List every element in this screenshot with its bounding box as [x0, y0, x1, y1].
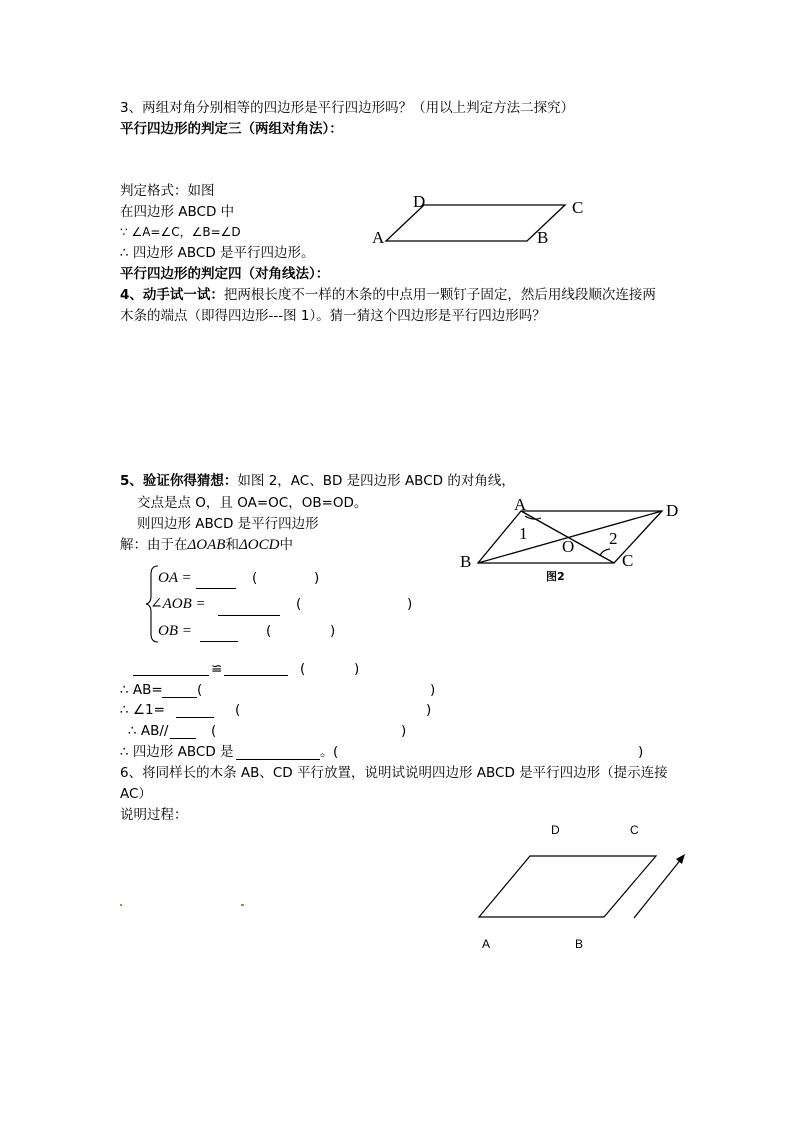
- q3-heading: 平行四边形的判定三（两组对角法）：: [120, 121, 343, 137]
- angle1-label: ∴ ∠1=: [120, 702, 165, 718]
- abpar-paren-close: ): [401, 723, 407, 739]
- congruent-blank-left[interactable]: [133, 661, 209, 676]
- fig2-label-o: O: [562, 537, 575, 556]
- fig3-arrow-icon: [634, 854, 685, 918]
- fig2-caption: 图2: [546, 570, 565, 583]
- fig1-label-c: C: [572, 198, 584, 217]
- fig2-label-a: A: [514, 495, 527, 514]
- q6-text: 6、将同样长的木条 AB、CD 平行放置，说明试说明四边形 ABCD 是平行四边形（提示连接: [120, 765, 668, 781]
- row3-label: OB =: [158, 623, 192, 639]
- q4-body: 把两根长度不一样的木条的中点用一颗钉子固定，然后用线段顺次连接两: [223, 287, 656, 303]
- row3-paren-open: (: [266, 623, 272, 639]
- row3-blank[interactable]: [200, 627, 238, 642]
- q5-line3: 则四边形 ABCD 是平行四边形: [137, 516, 319, 532]
- q5-solve-lead: 解：由于在: [120, 537, 188, 553]
- conclusion-paren-close: ): [638, 744, 644, 760]
- format-line1: 判定格式：如图: [120, 183, 215, 199]
- fig3-label-b: B: [575, 937, 584, 951]
- q3-question: 3、两组对角分别相等的四边形是平行四边形吗？（用以上判定方法二探究）: [120, 100, 575, 116]
- speck-2: [241, 904, 244, 906]
- q6-text2: AC）: [120, 786, 152, 802]
- fig3-label-d: D: [551, 823, 560, 837]
- fig1-label-d: D: [413, 192, 426, 211]
- congruent-paren-open: (: [300, 661, 306, 677]
- fig3-label-a: A: [482, 937, 491, 951]
- q5-zhong: 中: [279, 537, 293, 553]
- fig2-label-angle1: 1: [519, 524, 528, 543]
- q5-body: 如图 2，AC、BD 是四边形 ABCD 的对角线，: [237, 473, 515, 489]
- abpar-label: ∴ AB//: [128, 723, 169, 739]
- q4-lead: 4、动手试一试：: [120, 287, 224, 303]
- conclusion-paren-open: (: [333, 744, 339, 760]
- fig1-label-b: B: [537, 228, 549, 247]
- q5-solve: [120, 536, 293, 554]
- q5-and: 和: [225, 537, 239, 553]
- fig2-label-c: C: [622, 551, 634, 570]
- conclusion-blank[interactable]: [236, 745, 320, 760]
- fig2-label-d: D: [666, 501, 679, 520]
- angle1-blank[interactable]: [176, 703, 214, 718]
- row2-paren-close: ): [407, 596, 413, 612]
- conclusion-label: ∴ 四边形 ABCD 是: [120, 744, 234, 760]
- fig2-label-b: B: [460, 552, 472, 571]
- q4-text: [120, 286, 656, 304]
- fig3-label-c: C: [630, 823, 639, 837]
- q5-line2: 交点是点 O，且 OA=OC，OB=OD。: [137, 495, 368, 511]
- abpar-paren-open: (: [211, 723, 217, 739]
- row3-paren-close: ): [330, 623, 336, 639]
- row1-label: OA =: [158, 570, 192, 586]
- q5-lead: 5、验证你得猜想：: [120, 473, 238, 489]
- row1-blank[interactable]: [196, 574, 236, 589]
- abpar-blank[interactable]: [170, 724, 196, 739]
- fig2-label-angle2: 2: [609, 529, 618, 548]
- row2-label: ∠AOB =: [150, 596, 206, 612]
- row2-blank[interactable]: [218, 601, 280, 616]
- ab-label: ∴ AB=: [120, 682, 163, 698]
- conclusion-period: 。: [320, 744, 334, 760]
- angle1-paren-close: ): [426, 702, 432, 718]
- angle1-paren-open: (: [235, 702, 241, 718]
- ab-blank[interactable]: [162, 683, 197, 698]
- format-line3: ∵ ∠A=∠C，∠B=∠D: [120, 225, 241, 239]
- row2-paren-open: (: [296, 596, 302, 612]
- speck-1: [120, 904, 122, 906]
- row1-paren-open: (: [252, 570, 258, 586]
- q6-explain: 说明过程：: [120, 807, 188, 823]
- q5-text: [120, 472, 515, 490]
- ab-paren-open: (: [197, 682, 203, 698]
- format-line4: ∴ 四边形 ABCD 是平行四边形。: [120, 245, 315, 261]
- q5-triangle-oab: ΔOAB: [187, 537, 226, 553]
- congruent-blank-right[interactable]: [224, 661, 288, 676]
- fig1-label-a: A: [372, 228, 385, 247]
- ab-paren-close: ): [430, 682, 436, 698]
- format-line2: 在四边形 ABCD 中: [120, 204, 235, 220]
- q4-text2: 木条的端点（即得四边形---图 1）。猜一猜这个四边形是平行四边形吗？: [120, 308, 546, 324]
- congruent-symbol: ≌: [211, 661, 223, 677]
- row1-paren-close: ): [314, 570, 320, 586]
- fig3-parallelogram: [479, 856, 656, 917]
- q4-heading: 平行四边形的判定四（对角线法）：: [120, 266, 330, 282]
- q5-triangle-ocd: ΔOCD: [238, 537, 280, 553]
- congruent-paren-close: ): [354, 661, 360, 677]
